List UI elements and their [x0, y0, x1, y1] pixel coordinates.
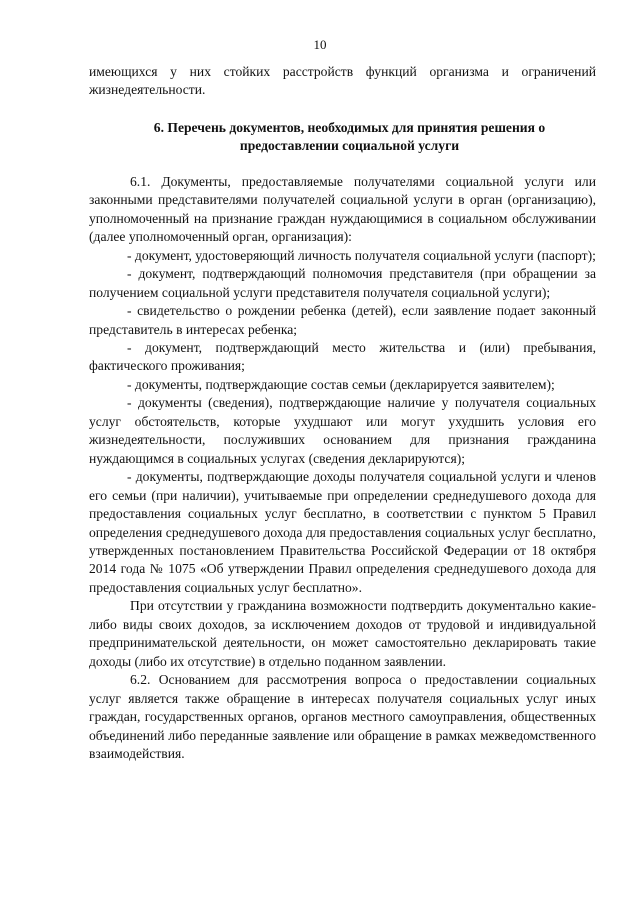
list-item-circumstances: - документы (сведения), подтверждающие наличие у получателя социальных услуг обстоятельств, которые ухудшают или могут ухудшить условия его жизнедеятельности, послуживших основанием для признания гражданина нуждающимся в социальных услугах (сведения декларируются);	[89, 395, 596, 466]
paragraph-income-declaration: При отсутствии у гражданина возможности подтвердить документально какие-либо виды своих доходов, за исключением доходов от трудовой и индивидуальной предпринимательской деятельности, он может самостоятельно декларировать такие доходы (либо их отсутствие) в отдельно поданном заявлении.	[89, 598, 596, 669]
list-item-residence: - документ, подтверждающий место жительства и (или) пребывания, фактического проживания;	[89, 339, 596, 374]
paragraph-6-1: 6.1. Документы, предоставляемые получателями социальной услуги или законными представителями получателей социальной услуги в орган (организацию), уполномоченный на признание граждан нуждающимися в социальном обслуживании (далее уполномоченный орган, организация):	[89, 173, 596, 245]
list-item-family-composition: - документы, подтверждающие состав семьи (декларируется заявителем);	[127, 376, 555, 392]
intro-paragraph: имеющихся у них стойких расстройств функций организма и ограничений жизнедеятельности.	[89, 64, 596, 98]
list-item-passport: - документ, удостоверяющий личность получателя социальной услуги (паспорт);	[127, 247, 596, 263]
page-number: 10	[313, 37, 327, 52]
list-item-income: - документы, подтверждающие доходы получателя социальной услуги и членов его семьи (при наличии), учитываемые при определении среднедушевого дохода для предоставления социальных услуг бесплатно, в соответствии с пунктом 5 Правил определения среднедушевого дохода для предоставления социальных услуг бесплатно, утвержденных постановлением Правительства Российской Федерации от 18 октября 2014 года № 1075 «Об утверждении Правил определения среднедушевого дохода для предоставления социальных услуг бесплатно».	[89, 469, 596, 595]
section-heading: 6. Перечень документов, необходимых для принятия решения о предоставлении социальной услуги	[153, 119, 546, 154]
list-item-representative: - документ, подтверждающий полномочия представителя (при обращении за получением социальной услуги представителя получателя социальной услуги);	[89, 266, 596, 300]
list-item-birth-certificate: - свидетельство о рождении ребенка (детей), если заявление подает законный представитель в интересах ребенка;	[89, 303, 596, 337]
paragraph-6-2: 6.2. Основанием для рассмотрения вопроса о предоставлении социальных услуг является также обращение в интересах получателя социальных услуг иных граждан, государственных органов, органов местного самоуправления, общественных объединений либо переданные заявление или обращение в рамках межведомственного взаимодействия.	[89, 672, 596, 761]
document-body	[89, 63, 596, 763]
